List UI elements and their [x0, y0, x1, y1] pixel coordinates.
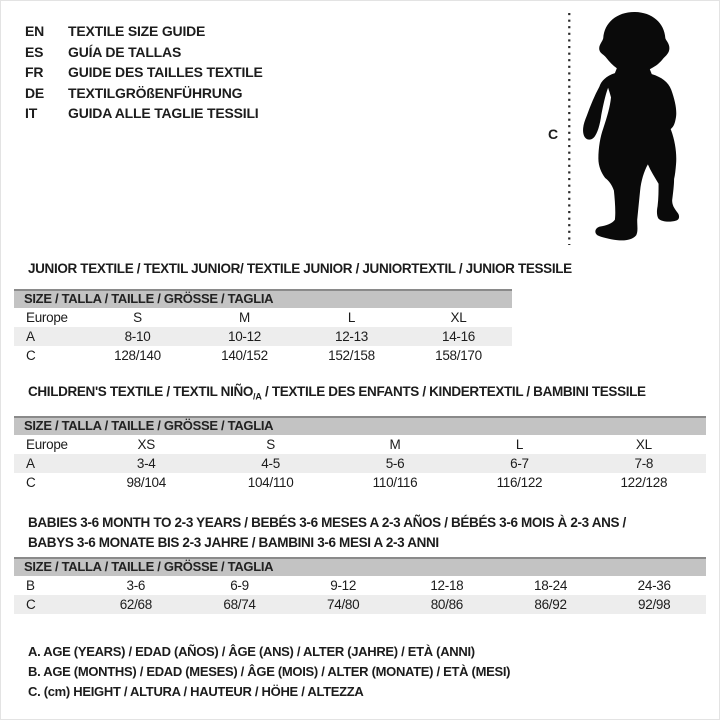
- height-cell: 104/110: [247, 475, 294, 490]
- age-cell: 9-12: [330, 578, 357, 593]
- age-cell: 8-10: [124, 329, 151, 344]
- note-age-years: A. AGE (YEARS) / EDAD (AÑOS) / ÂGE (ANS) / ALTER (JAHRE) / ETÀ (ANNI): [28, 644, 475, 659]
- note-height-cm: C. (cm) HEIGHT / ALTURA / HAUTEUR / HÖHE / ALTEZZA: [28, 684, 364, 699]
- age-cell: 6-9: [230, 578, 249, 593]
- age-cell: 18-24: [534, 578, 568, 593]
- toddler-silhouette-icon: [545, 4, 710, 251]
- age-cell: 14-16: [441, 329, 476, 344]
- children-section-title: [28, 384, 646, 402]
- row-label: A: [26, 456, 35, 471]
- language-label: GUÍA DE TALLAS: [68, 43, 182, 60]
- age-cell: 3-4: [136, 456, 156, 471]
- children-size-table: [14, 416, 706, 492]
- junior-section-title: JUNIOR TEXTILE / TEXTIL JUNIOR/ TEXTILE JUNIOR / JUNIORTEXTIL / JUNIOR TESSILE: [28, 261, 572, 276]
- language-code: FR: [25, 64, 44, 81]
- note-age-months: B. AGE (MONTHS) / EDAD (MESES) / ÂGE (MOIS) / ALTER (MONATE) / ETÀ (MESI): [28, 664, 511, 679]
- row-label: C: [26, 597, 36, 612]
- language-row-en: [25, 21, 263, 42]
- age-cell: 10-12: [227, 329, 262, 344]
- age-cell: 4-5: [261, 456, 280, 471]
- table-row-height: [14, 595, 706, 614]
- language-code: ES: [25, 43, 44, 60]
- height-cell: 128/140: [114, 348, 161, 363]
- row-label: A: [26, 329, 35, 344]
- table-row-age: [14, 454, 706, 473]
- table-row-age-months: [14, 576, 706, 595]
- row-label: B: [26, 578, 35, 593]
- row-label: C: [26, 475, 36, 490]
- height-cell: 92/98: [638, 597, 671, 612]
- height-cell: 80/86: [430, 597, 463, 612]
- height-cell: 140/152: [221, 348, 268, 363]
- children-title-post: / TEXTILE DES ENFANTS / KINDERTEXTIL / BAMBINI TESSILE: [261, 384, 646, 399]
- language-code: EN: [25, 23, 45, 39]
- height-cell: 86/92: [534, 597, 567, 612]
- language-list: [25, 21, 263, 124]
- height-label-c: C: [548, 126, 558, 142]
- size-cell: M: [239, 310, 250, 325]
- toddler-silhouette-shape: [583, 12, 679, 240]
- language-row-it: [25, 103, 263, 124]
- table-row-height: [14, 473, 706, 492]
- babies-title-line1: BABIES 3-6 MONTH TO 2-3 YEARS / BEBÉS 3-6 MESES A 2-3 AÑOS / BÉBÉS 3-6 MOIS À 2-3 ANS /: [28, 515, 626, 530]
- height-cell: 158/170: [435, 348, 482, 363]
- language-label: TEXTILE SIZE GUIDE: [68, 23, 206, 39]
- age-cell: 3-6: [126, 578, 146, 593]
- legend-notes: [28, 642, 510, 702]
- row-label: Europe: [26, 437, 68, 452]
- size-cell: XL: [450, 310, 467, 325]
- height-cell: 74/80: [327, 597, 360, 612]
- size-table-header: SIZE / TALLA / TAILLE / GRÖSSE / TAGLIA: [14, 289, 512, 308]
- language-row-es: [25, 42, 263, 63]
- language-code: IT: [25, 105, 38, 122]
- babies-title-line2: BABYS 3-6 MONATE BIS 2-3 JAHRE / BAMBINI 3-6 MESI A 2-3 ANNI: [28, 535, 439, 550]
- size-cell: L: [515, 437, 524, 452]
- junior-size-table: [14, 289, 512, 365]
- language-label: GUIDA ALLE TAGLIE TESSILI: [68, 105, 259, 122]
- babies-size-table: [14, 557, 706, 614]
- age-cell: 5-6: [385, 456, 405, 471]
- row-label: C: [26, 348, 36, 363]
- height-cell: 98/104: [126, 475, 166, 490]
- age-cell: 6-7: [510, 456, 529, 471]
- age-cell: 7-8: [634, 456, 654, 471]
- language-code: DE: [25, 84, 45, 101]
- height-cell: 152/158: [328, 348, 375, 363]
- size-cell: XL: [635, 437, 652, 452]
- table-row-height: [14, 346, 512, 365]
- babies-section-title: [28, 513, 626, 553]
- height-cell: 68/74: [223, 597, 256, 612]
- size-cell: L: [347, 310, 356, 325]
- language-label: TEXTILGRÖßENFÜHRUNG: [68, 84, 243, 101]
- age-cell: 24-36: [637, 578, 671, 593]
- size-cell: XS: [137, 437, 155, 452]
- table-row-age: [14, 327, 512, 346]
- language-row-fr: [25, 62, 263, 83]
- language-row-de: [25, 83, 263, 104]
- size-cell: S: [133, 310, 142, 325]
- language-label: GUIDE DES TAILLES TEXTILE: [68, 64, 263, 81]
- size-cell: S: [266, 437, 275, 452]
- row-label: Europe: [26, 310, 68, 325]
- height-cell: 110/116: [372, 475, 418, 490]
- height-cell: 62/68: [119, 597, 152, 612]
- table-row-europe: [14, 435, 706, 454]
- children-title-subscript: /A: [253, 391, 262, 402]
- size-table-header: SIZE / TALLA / TAILLE / GRÖSSE / TAGLIA: [14, 416, 706, 435]
- age-cell: 12-13: [334, 329, 369, 344]
- children-title-pre: CHILDREN'S TEXTILE / TEXTIL NIÑO: [28, 384, 254, 399]
- height-cell: 122/128: [620, 475, 668, 490]
- height-cell: 116/122: [496, 475, 543, 490]
- size-table-header: SIZE / TALLA / TAILLE / GRÖSSE / TAGLIA: [14, 557, 706, 576]
- table-row-europe: [14, 308, 512, 327]
- size-cell: M: [389, 437, 401, 452]
- age-cell: 12-18: [430, 578, 464, 593]
